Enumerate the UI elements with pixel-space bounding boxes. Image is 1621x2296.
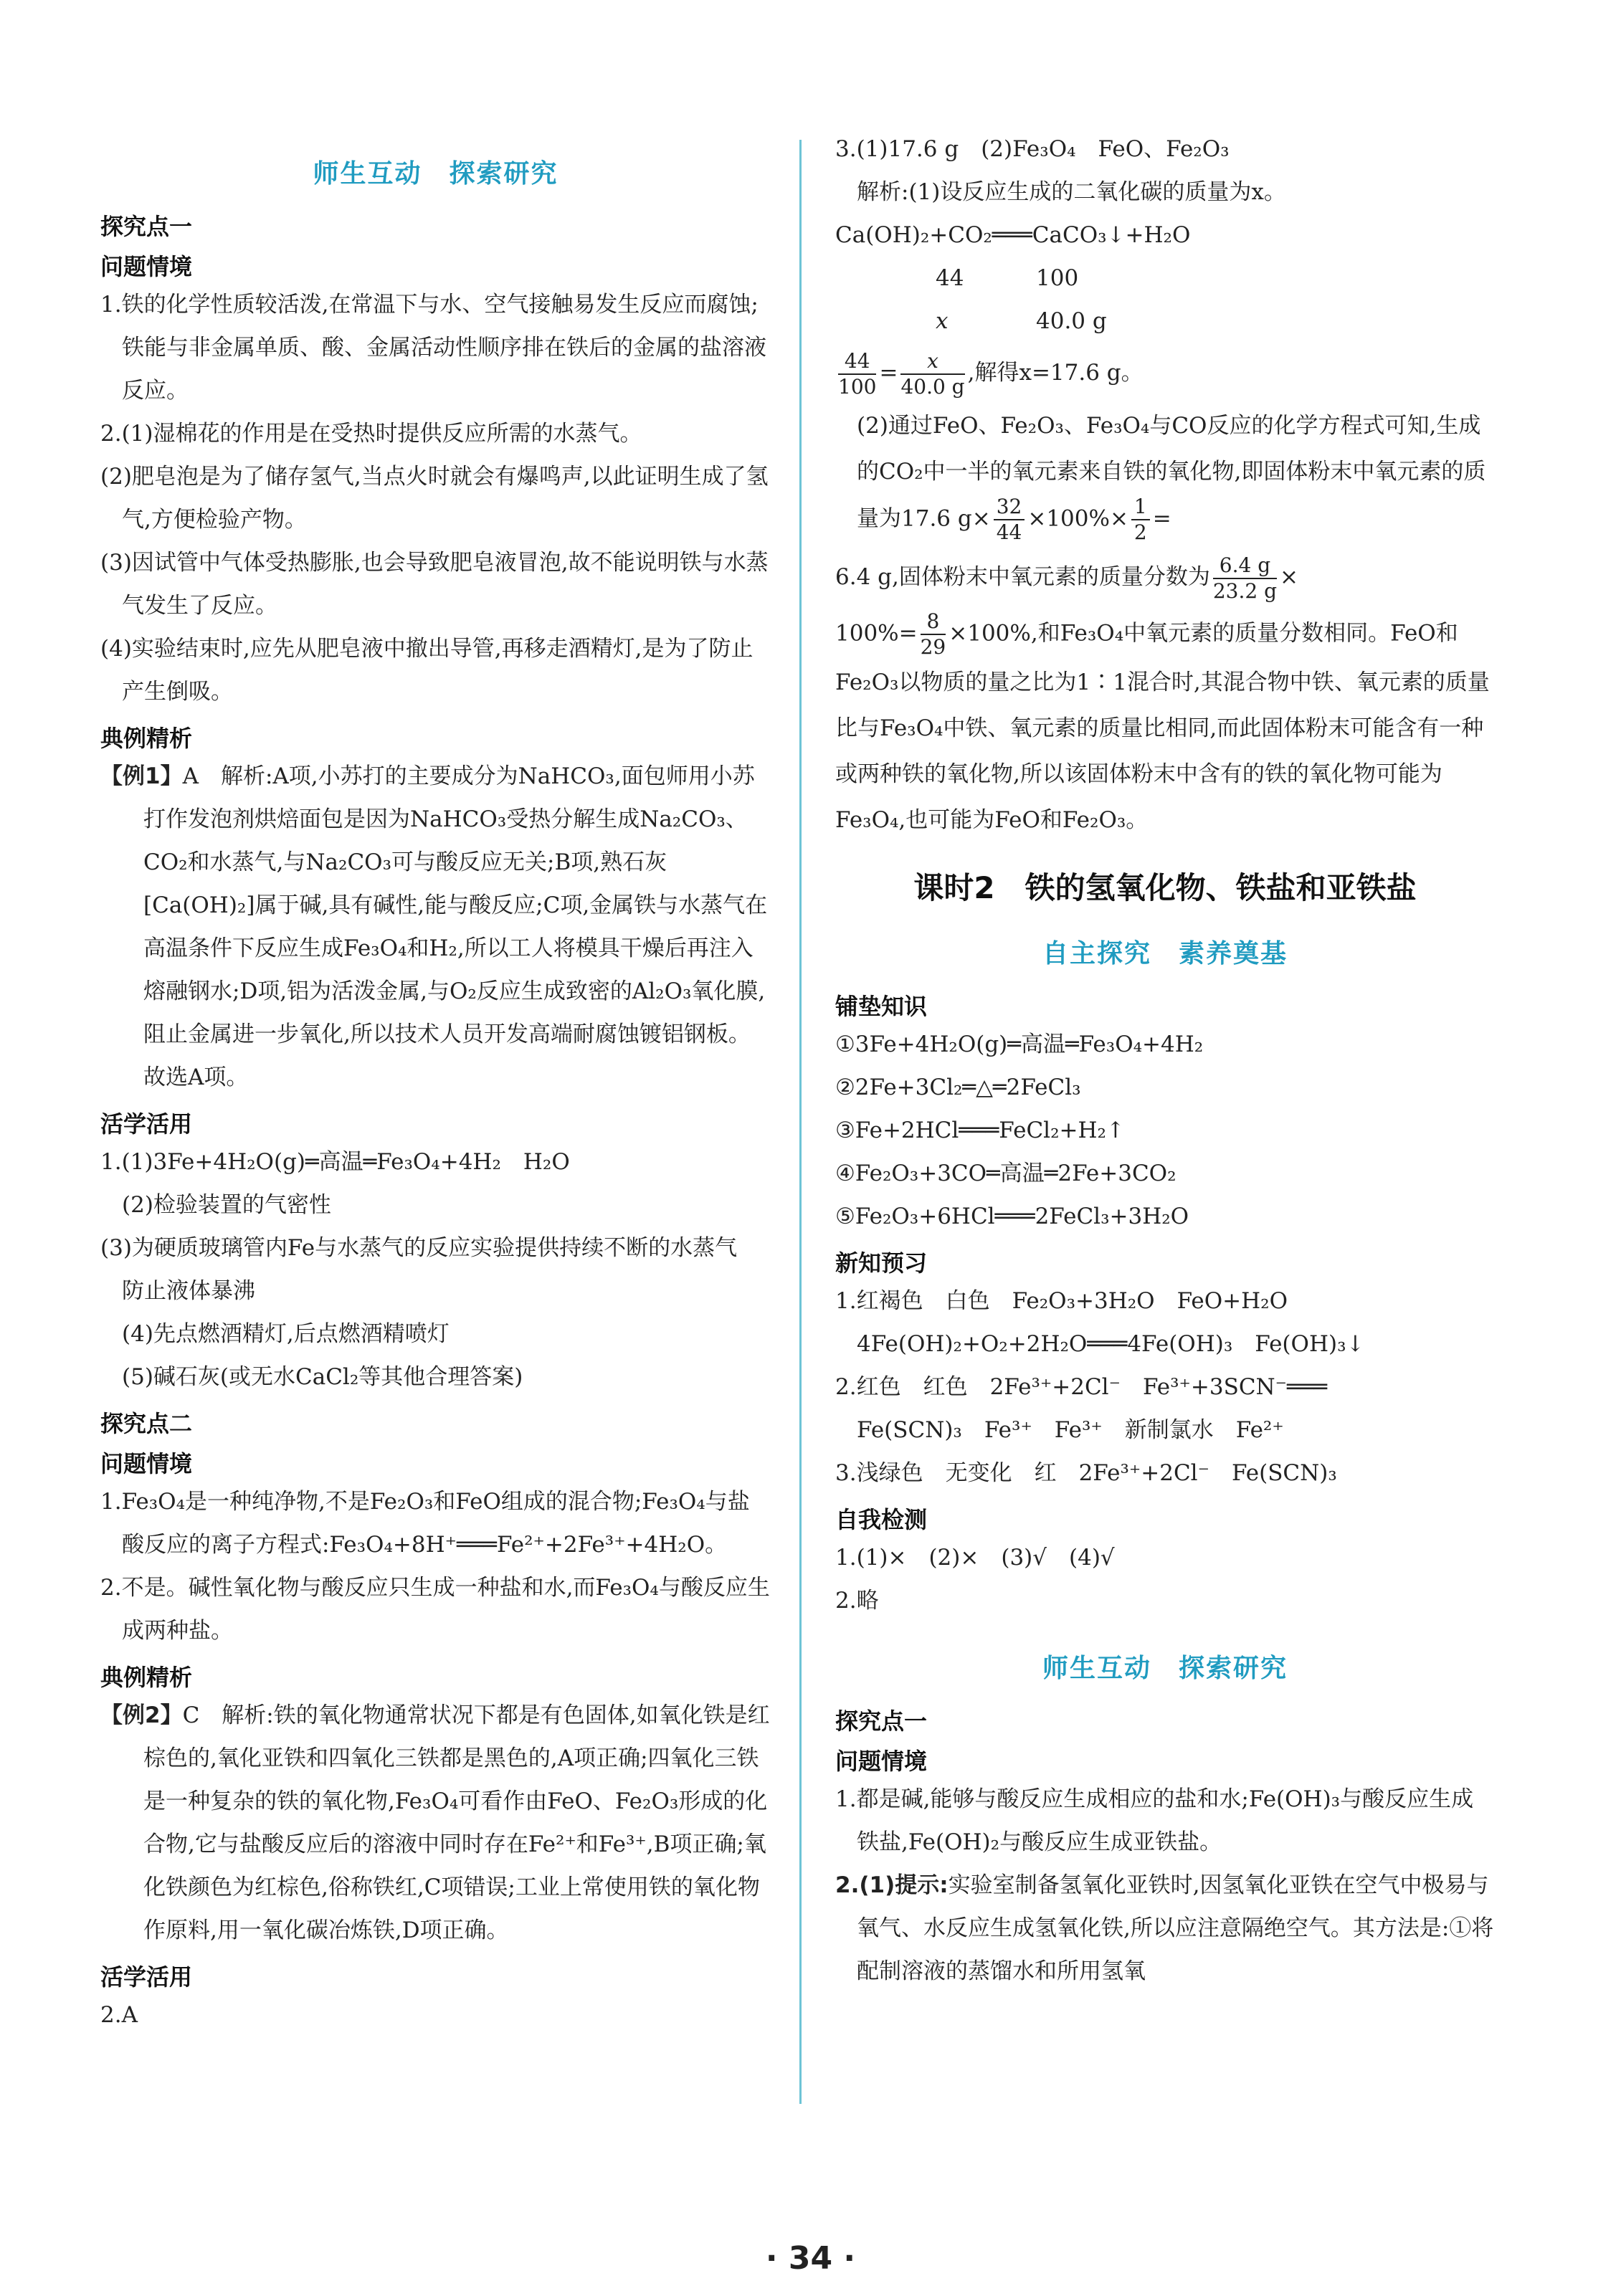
subsection-heading: 铺垫知识 (835, 993, 928, 1020)
answer-paragraph: 2.略 (835, 1588, 879, 1614)
column-divider (799, 140, 802, 2104)
equation: Ca(OH)₂+CO₂═══CaCO₃↓+H₂O (835, 222, 1191, 248)
answer-paragraph: 3.浅绿色 无变化 红 2Fe³⁺+2Cl⁻ Fe(SCN)₃ (835, 1460, 1337, 1486)
answer-paragraph (835, 545, 1495, 609)
answer-paragraph: 2.红色 红色 2Fe³⁺+2Cl⁻ Fe³⁺+3SCN⁻═══ (835, 1374, 1328, 1400)
subsection-heading: 自我检测 (835, 1506, 928, 1533)
answer-paragraph: 1.红褐色 白色 Fe₂O₃+3H₂O FeO+H₂O (835, 1288, 1288, 1314)
fraction: $\frac{32}{44}$ (994, 495, 1025, 545)
value: x (936, 308, 949, 334)
answer-paragraph: (3)因试管中气体受热膨胀,也会导致肥皂液冒泡,故不能说明铁与水蒸气发生了反应。 (100, 550, 769, 619)
answer-paragraph: (2)肥皂泡是为了储存氢气,当点火时就会有爆鸣声,以此证明生成了氢气,方便检验产物。 (100, 464, 769, 533)
calculation: $\frac{44}{100}$ = $\frac{x}{40.0 g}$ ,解得x=17.6 g。 (838, 348, 1144, 399)
calc-text: ×100%× (1027, 505, 1128, 532)
section-band-title: 自主探究 素养奠基 (1042, 939, 1288, 968)
equation: ⑤Fe₂O₃+6HCl═══2FeCl₃+3H₂O (835, 1204, 1189, 1229)
hint-text: 实验室制备氢氧化亚铁时,因氢氧化亚铁在空气中极易与氧气、水反应生成氢氧化铁,所以应注意隔绝空气。其方法是:①将配制溶液的蒸馏水和所用氢氧 (857, 1872, 1494, 1984)
subsection-heading: 探究点一 (100, 213, 193, 240)
page-number: · 34 · (765, 2240, 856, 2277)
answer-paragraph (835, 403, 1495, 545)
example-paragraph (100, 755, 771, 1099)
answer-paragraph: Fe(SCN)₃ Fe³⁺ Fe³⁺ 新制氯水 Fe²⁺ (857, 1417, 1284, 1443)
calc-text: ,解得x=17.6 g。 (967, 360, 1144, 386)
answer-paragraph: 3.(1)17.6 g (2)Fe₃O₄ FeO、Fe₂O₃ (835, 136, 1230, 162)
fraction: $\frac{1}{2}$ (1131, 495, 1150, 545)
calc-text: × (1280, 564, 1299, 590)
answer-paragraph: 1.Fe₃O₄是一种纯净物,不是Fe₂O₃和FeO组成的混合物;Fe₃O₄与盐酸反应的离子方程式:Fe₃O₄+8H⁺═══Fe²⁺+2Fe³⁺+4H₂O。 (100, 1489, 750, 1558)
example-tag: 【例2】 (100, 1702, 183, 1728)
subsection-heading: 问题情境 (835, 1748, 928, 1775)
value: 100 (1036, 265, 1079, 291)
fraction: $\frac{x}{40.0 g}$ (900, 348, 965, 399)
answer-paragraph (835, 609, 1495, 843)
value: 40.0 g (1036, 308, 1107, 334)
example-paragraph (100, 1694, 771, 1952)
subsection-heading: 探究点一 (835, 1707, 928, 1735)
calc-text: (2)通过FeO、Fe₂O₃、Fe₃O₄与CO反应的化学方程式可知,生成的CO₂中一半的氧元素来自铁的氧化物,即固体粉末中氧元素的质量为17.6 g× (857, 413, 1486, 532)
equation: ②2Fe+3Cl₂═△═2FeCl₃ (835, 1075, 1081, 1100)
hint-tag: 2.(1)提示: (835, 1872, 949, 1898)
example-text: C 解析:铁的氧化物通常状况下都是有色固体,如氧化铁是红棕色的,氧化亚铁和四氧化三铁都是黑色的,A项正确;四氧化三铁是一种复杂的铁的氧化物,Fe₃O₄可看作由FeO、Fe₂O₃形成的化合物,它与盐酸反应后的溶液中同时存在Fe²⁺和Fe³⁺,B项正确;氧化铁颜色为红棕色,俗称铁红,C项错误;工业上常使用铁的氧化物作原料,用一氧化碳冶炼铁,D项正确。 (143, 1702, 770, 1943)
subsection-heading: 活学活用 (100, 1963, 193, 1991)
calc-text: = (1152, 505, 1171, 532)
subsection-heading: 典例精析 (100, 1664, 193, 1691)
answer-paragraph: 1.(1)× (2)× (3)√ (4)√ (835, 1545, 1115, 1571)
equation: ④Fe₂O₃+3CO═高温═2Fe+3CO₂ (835, 1161, 1176, 1186)
answer-paragraph: (2)检验装置的气密性 (122, 1192, 331, 1218)
calc-text: 6.4 g,固体粉末中氧元素的质量分数为 (835, 564, 1210, 590)
answer-paragraph: 4Fe(OH)₂+O₂+2H₂O═══4Fe(OH)₃ Fe(OH)₃↓ (857, 1331, 1365, 1357)
subsection-heading: 典例精析 (100, 725, 193, 752)
section-band-title: 师生互动 探索研究 (1042, 1654, 1288, 1683)
right-column (835, 128, 1495, 1993)
subsection-heading: 活学活用 (100, 1110, 193, 1138)
fraction: $\frac{6.4 g}{23.2 g}$ (1212, 553, 1278, 603)
calc-text: 100%= (835, 620, 918, 647)
left-column (100, 128, 771, 2037)
subsection-heading: 新知预习 (835, 1249, 928, 1277)
equation: ③Fe+2HCl═══FeCl₂+H₂↑ (835, 1118, 1125, 1143)
answer-paragraph: 1.铁的化学性质较活泼,在常温下与水、空气接触易发生反应而腐蚀;铁能与非金属单质、酸、金属活动性顺序排在铁后的金属的盐溶液反应。 (100, 292, 766, 404)
subsection-heading: 探究点二 (100, 1410, 193, 1437)
answer-paragraph (835, 1864, 1495, 1993)
value: 44 (936, 265, 964, 291)
example-tag: 【例1】 (100, 763, 183, 789)
answer-paragraph: (4)先点燃酒精灯,后点燃酒精喷灯 (122, 1321, 450, 1347)
answer-paragraph: 1.(1)3Fe+4H₂O(g)═高温═Fe₃O₄+4H₂ H₂O (100, 1149, 570, 1175)
subsection-heading: 问题情境 (100, 253, 193, 280)
equation-values (835, 300, 1495, 343)
fraction: $\frac{44}{100}$ (838, 348, 877, 399)
answer-paragraph: 2.(1)湿棉花的作用是在受热时提供反应所需的水蒸气。 (100, 421, 642, 447)
answer-paragraph: 1.都是碱,能够与酸反应生成相应的盐和水;Fe(OH)₃与酸反应生成铁盐,Fe(OH)₂与酸反应生成亚铁盐。 (835, 1786, 1474, 1855)
section-band-title: 师生互动 探索研究 (313, 159, 558, 189)
answer-paragraph: 2.不是。碱性氧化物与酸反应只生成一种盐和水,而Fe₃O₄与酸反应生成两种盐。 (100, 1575, 770, 1644)
answer-paragraph: 解析:(1)设反应生成的二氧化碳的质量为x。 (857, 179, 1286, 205)
example-text: A 解析:A项,小苏打的主要成分为NaHCO₃,面包师用小苏打作发泡剂烘焙面包是因为NaHCO₃受热分解生成Na₂CO₃、CO₂和水蒸气,与Na₂CO₃可与酸反应无关;B项,熟石灰[Ca(OH)₂]属于碱,具有碱性,能与酸反应;C项,金属铁与水蒸气在高温条件下反应生成Fe₃O₄和H₂,所以工人将模具干燥后再注入熔融钢水;D项,铝为活泼金属,与O₂反应生成致密的Al₂O₃氧化膜,阻止金属进一步氧化,所以技术人员开发高端耐腐蚀镀铝钢板。故选A项。 (143, 763, 768, 1090)
calc-text: ×100%,和Fe₃O₄中氧元素的质量分数相同。FeO和Fe₂O₃以物质的量之比为1∶1混合时,其混合物中铁、氧元素的质量比与Fe₃O₄中铁、氧元素的质量比相同,而此固体粉末可能含有一种或两种铁的氧化物,所以该固体粉末中含有的铁的氧化物可能为Fe₃O₄,也可能为FeO和Fe₂O₃。 (835, 620, 1490, 833)
equation-values (835, 257, 1495, 300)
equation: ①3Fe+4H₂O(g)═高温═Fe₃O₄+4H₂ (835, 1032, 1204, 1057)
answer-paragraph: (4)实验结束时,应先从肥皂液中撤出导管,再移走酒精灯,是为了防止产生倒吸。 (100, 636, 754, 705)
subsection-heading: 问题情境 (100, 1450, 193, 1477)
answer-paragraph: 2.A (100, 2002, 138, 2028)
answer-paragraph: (5)碱石灰(或无水CaCl₂等其他合理答案) (122, 1364, 523, 1390)
fraction: $\frac{8}{29}$ (920, 609, 946, 659)
answer-paragraph: (3)为硬质玻璃管内Fe与水蒸气的反应实验提供持续不断的水蒸气 防止液体暴沸 (100, 1235, 760, 1304)
lesson-title: 课时2 铁的氢氧化物、铁盐和亚铁盐 (913, 870, 1417, 905)
